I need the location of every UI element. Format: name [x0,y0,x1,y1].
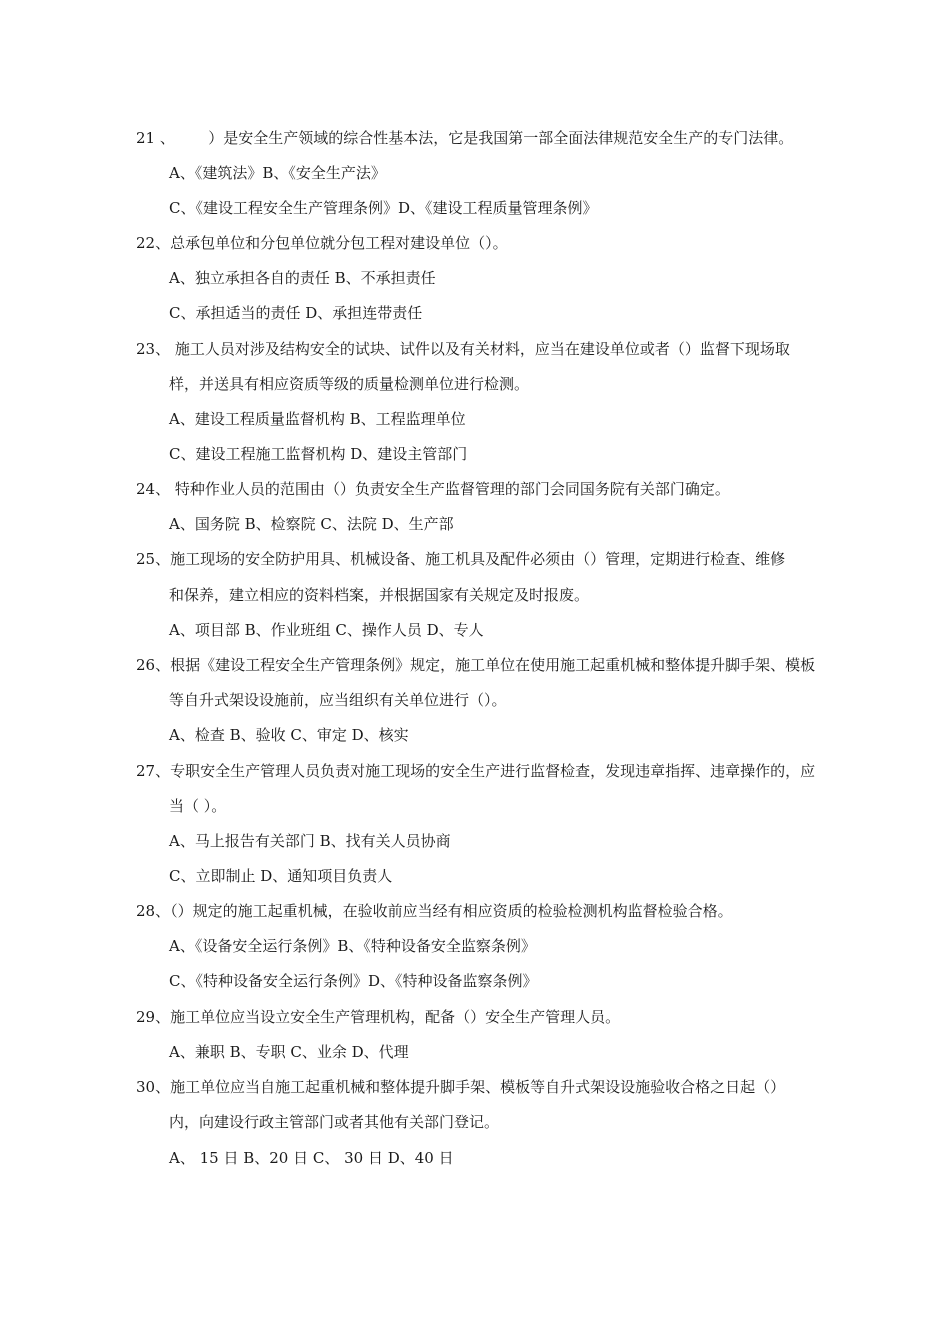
question-22-text: 22、总承包单位和分包单位就分包工程对建设单位（）。 [136,234,508,252]
question-24-text: 24、 特种作业人员的范围由（）负责安全生产监督管理的部门会同国务院有关部门确定。 [136,480,730,498]
question-23-text-cont: 样，并送具有相应资质等级的质量检测单位进行检测。 [169,375,530,393]
question-28-text: 28、（）规定的施工起重机械，在验收前应当经有相应资质的检验检测机构监督检验合格。 [136,902,733,920]
question-23-option-ab: A、建设工程质量监督机构 B、工程监理单位 [169,410,466,428]
question-29-options: A、兼职 B、专职 C、业余 D、代理 [169,1043,409,1061]
question-30-text-cont: 内，向建设行政主管部门或者其他有关部门登记。 [169,1113,500,1131]
question-25-text-cont: 和保养，建立相应的资料档案，并根据国家有关规定及时报废。 [169,586,590,604]
question-29-text: 29、施工单位应当设立安全生产管理机构，配备（）安全生产管理人员。 [136,1008,621,1026]
question-28-option-cd: C、《特种设备安全运行条例》D、《特种设备监察条例》 [169,972,538,990]
question-21-option-ab: A、《建筑法》B、《安全生产法》 [169,164,386,182]
question-27-text: 27、专职安全生产管理人员负责对施工现场的安全生产进行监督检查，发现违章指挥、违章操作的，应 [136,762,816,780]
question-23-option-cd: C、建设工程施工监督机构 D、建设主管部门 [169,445,468,463]
question-24-options: A、国务院 B、检察院 C、法院 D、生产部 [169,515,454,533]
question-23-text: 23、 施工人员对涉及结构安全的试块、试件以及有关材料，应当在建设单位或者（）监督下现场取 [136,340,790,358]
question-21-text: 21 、 ）是安全生产领域的综合性基本法，它是我国第一部全面法律规范安全生产的专门法律。 [136,129,794,147]
question-30-options: A、 15 日 B、20 日 C、 30 日 D、40 日 [169,1149,454,1167]
question-25-options: A、项目部 B、作业班组 C、操作人员 D、专人 [169,621,484,639]
question-25-text: 25、施工现场的安全防护用具、机械设备、施工机具及配件必须由（）管理，定期进行检查、维修 [136,550,786,568]
question-26-options: A、检查 B、验收 C、审定 D、核实 [169,726,409,744]
question-27-option-ab: A、马上报告有关部门 B、找有关人员协商 [169,832,451,850]
question-27-text-cont: 当（ ）。 [169,797,227,815]
question-21-option-cd: C、《建设工程安全生产管理条例》D、《建设工程质量管理条例》 [169,199,598,217]
question-27-option-cd: C、立即制止 D、通知项目负责人 [169,867,393,885]
question-26-text-cont: 等自升式架设设施前，应当组织有关单位进行（）。 [169,691,507,709]
question-22-option-ab: A、独立承担各自的责任 B、不承担责任 [169,269,436,287]
question-28-option-ab: A、《设备安全运行条例》B、《特种设备安全监察条例》 [169,937,536,955]
question-22-option-cd: C、承担适当的责任 D、承担连带责任 [169,304,423,322]
question-30-text: 30、施工单位应当自施工起重机械和整体提升脚手架、模板等自升式架设设施验收合格之日起（） [136,1078,786,1096]
question-26-text: 26、根据《建设工程安全生产管理条例》规定，施工单位在使用施工起重机械和整体提升脚手架、模板 [136,656,816,674]
